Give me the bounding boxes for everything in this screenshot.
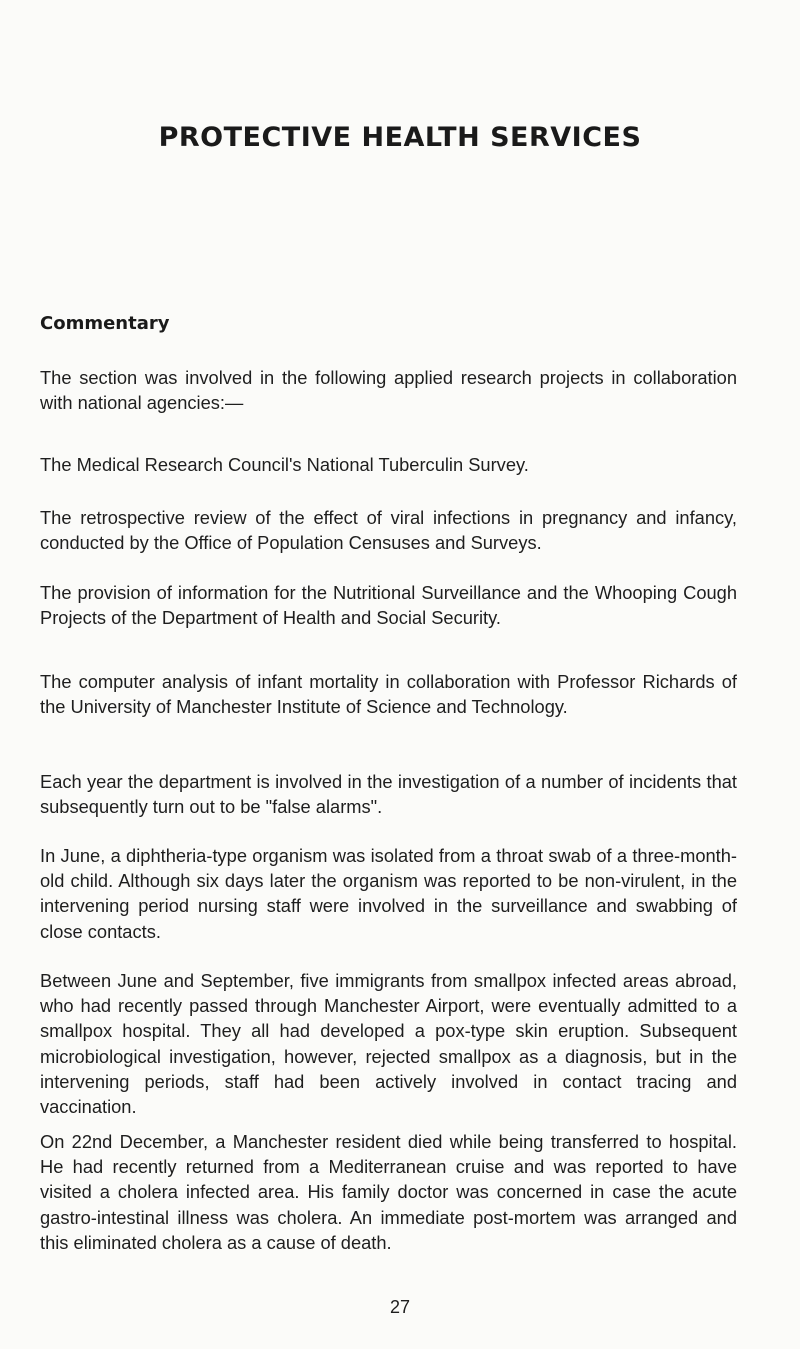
- paragraph-tuberculin-survey: The Medical Research Council's National Tuberculin Survey.: [40, 454, 529, 475]
- paragraph-intro: The section was involved in the following applied research projects in collaboration with national agencies:—: [40, 367, 737, 414]
- page-number: 27: [389, 1297, 411, 1317]
- paragraph-false-alarms: Each year the department is involved in the investigation of a number of incidents that subsequently turn out to be "false alarms".: [40, 771, 737, 818]
- section-heading: Commentary: [40, 313, 170, 334]
- paragraph-viral-infections-review: The retrospective review of the effect of viral infections in pregnancy and infancy, conducted by the Office of Population Censuses and Surveys.: [40, 507, 737, 554]
- paragraph-nutritional-surveillance: The provision of information for the Nutritional Surveillance and the Whooping Cough Projects of the Department of Health and Social Security.: [40, 582, 737, 629]
- paragraph-infant-mortality: The computer analysis of infant mortality in collaboration with Professor Richards of the University of Manchester Institute of Science and Technology.: [40, 671, 737, 718]
- paragraph-diphtheria: In June, a diphtheria-type organism was isolated from a throat swab of a three-month-old child. Although six days later the organism was reported to be non-virulent, in the intervening period nursing staff were involved in the surveillance and swabbing of close contacts.: [40, 845, 737, 942]
- paragraph-cholera: On 22nd December, a Manchester resident died while being transferred to hospital. He had recently returned from a Mediterranean cruise and was reported to have visited a cholera infected area. His family doctor was concerned in case the acute gastro-intestinal illness was cholera. An immediate post-mortem was arranged and this eliminated cholera as a cause of death.: [40, 1131, 737, 1253]
- page-title: PROTECTIVE HEALTH SERVICES: [158, 122, 642, 153]
- paragraph-smallpox: Between June and September, five immigrants from smallpox infected areas abroad, who had recently passed through Manchester Airport, were eventually admitted to a smallpox hospital. They all had developed a pox-type skin eruption. Subsequent microbiological investigation, however, rejected smallpox as a diagnosis, but in the intervening periods, staff had been actively involved in contact tracing and vaccination.: [40, 970, 737, 1118]
